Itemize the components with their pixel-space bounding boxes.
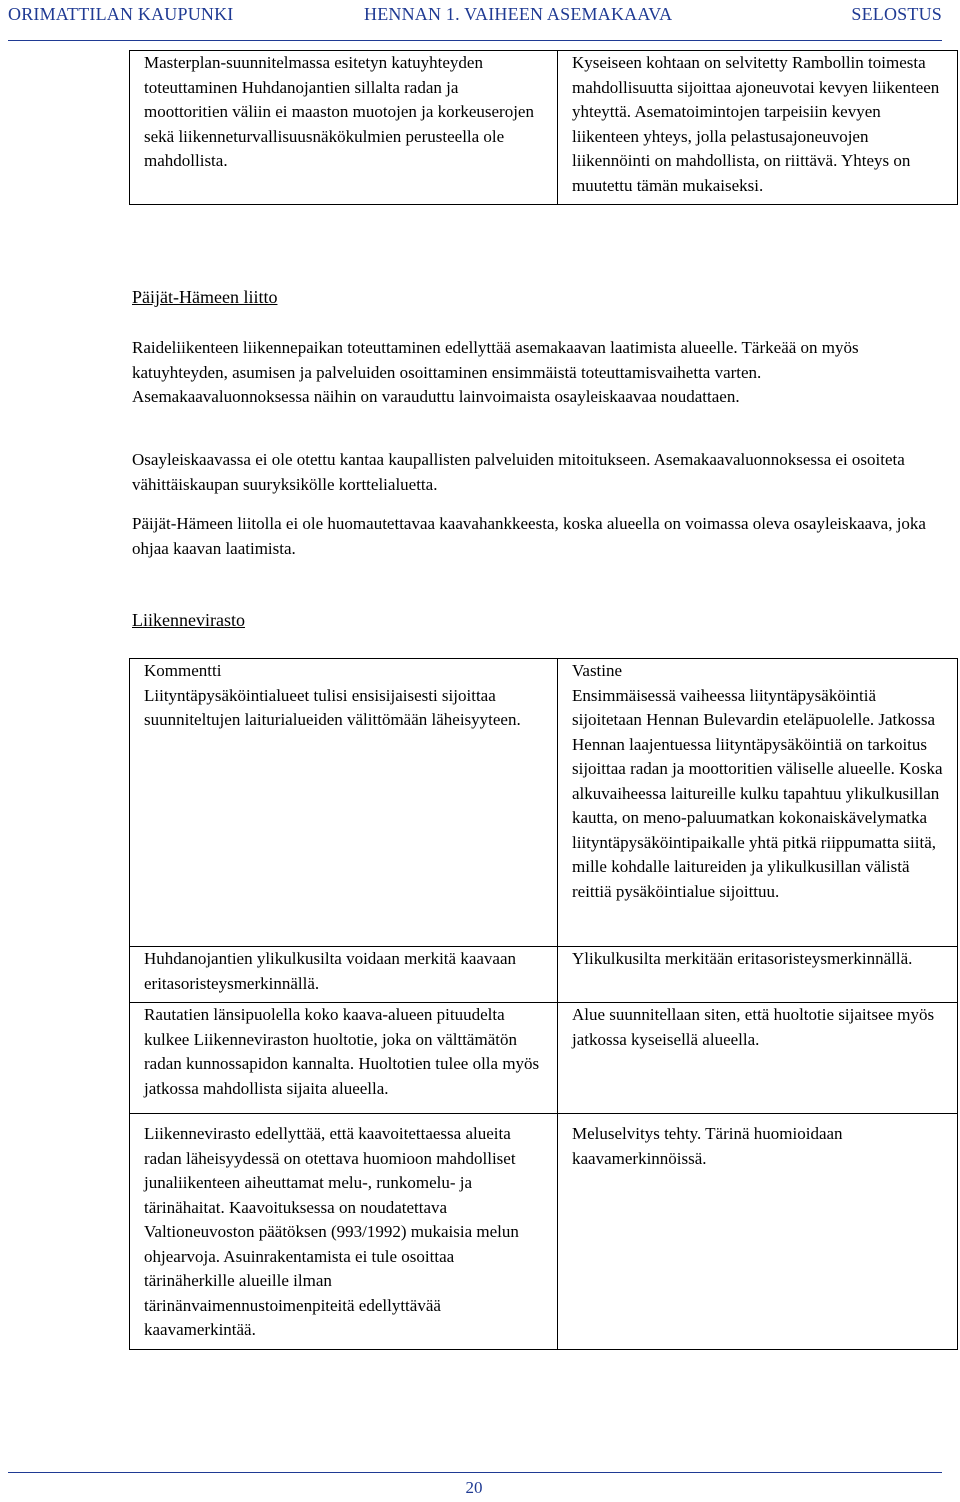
comment-cell: Rautatien länsipuolella koko kaava-alueen pituudelta kulkee Liikenneviraston huoltotie, joka on välttämätön radan kunnossapidon kannalta. Huoltotien tulee olla myös jatkossa mahdollista sijaita alueella.	[130, 1003, 558, 1114]
page-header	[8, 0, 942, 41]
page-number: 20	[465, 1478, 483, 1497]
section-title-liikennevirasto: Liikennevirasto	[132, 610, 245, 630]
comment-cell: Masterplan-suunnitelmassa esitetyn katuyhteyden toteuttaminen Huhdanojantien sillalta radan ja moottoritien väliin ei maaston muotojen ja korkeuserojen sekä liikenneturvallisuusnäkökulmien perusteella ole mahdollista.	[130, 51, 558, 205]
response-cell	[558, 659, 958, 947]
section-title-paijat-hame: Päijät-Hämeen liitto	[132, 287, 278, 307]
response-cell: Kyseiseen kohtaan on selvitetty Rambollin toimesta mahdollisuutta sijoittaa ajoneuvotai kevyen liikenteen yhteyttä. Asematoimintojen tarpeisiin kevyen liikenteen yhteys, jolla pelastusajoneuvojen liikennöinti on mahdollista, on riittävä. Yhteys on muutettu tämän mukaiseksi.	[558, 51, 958, 205]
paragraph: Päijät-Hämeen liitolla ei ole huomautettavaa kaavahankkeesta, koska alueella on voimassa oleva osayleiskaava, joka ohjaa kaavan laatimista.	[132, 514, 926, 558]
response-text: Ensimmäisessä vaiheessa liityntäpysäköintiä sijoitetaan Hennan Bulevardin eteläpuolelle. Jatkossa Hennan laajentuessa liityntäpysäköintiä on tarkoitus sijoittaa radan ja moottoritien väliselle alueelle. Koska alkuvaiheessa laitureille kulku tapahtuu ylikulkusillan kautta, on meno-paluumatkan kokonaiskävelymatka liityntäpysäköintipaikalle yhtä pitkä riippumatta siitä, mille kohdalle laitureiden ja ylikulkusillan välistä reittiä pysäköintialue sijoittuu.	[572, 685, 943, 901]
table-row	[130, 1114, 958, 1350]
response-cell: Ylikulkusilta merkitään eritasoristeysmerkinnällä.	[558, 947, 958, 1003]
table-row	[130, 51, 958, 205]
response-cell: Alue suunnitellaan siten, että huoltotie sijaitsee myös jatkossa kyseisellä alueella.	[558, 1003, 958, 1114]
comment-table-top	[129, 50, 958, 205]
comment-text: Liityntäpysäköintialueet tulisi ensisijaisesti sijoittaa suunniteltujen laiturialueiden välittömään läheisyyteen.	[144, 685, 521, 729]
comment-cell: Liikennevirasto edellyttää, että kaavoitettaessa alueita radan läheisyydessä on otettava huomioon mahdolliset junaliikenteen aiheuttamat melu-, runkomelu- ja tärinähaitat. Kaavoituksessa on noudatettava Valtioneuvoston päätöksen (993/1992) mukaisia melun ohjearvoja. Asuinrakentamista ei tule osoittaa tärinäherkille alueille ilman tärinänvaimennustoimenpiteitä edellyttävää kaavamerkintää.	[130, 1114, 558, 1350]
table-row	[130, 947, 958, 1003]
table-row	[130, 659, 958, 947]
header-plan-title: HENNAN 1. VAIHEEN ASEMAKAAVA	[364, 4, 673, 24]
header-document-type: SELOSTUS	[851, 4, 942, 24]
footer-divider	[8, 1472, 942, 1473]
comment-cell	[130, 659, 558, 947]
comment-cell: Huhdanojantien ylikulkusilta voidaan merkitä kaavaan eritasoristeysmerkinnällä.	[130, 947, 558, 1003]
paragraph: Raideliikenteen liikennepaikan toteuttaminen edellyttää asemakaavan laatimista alueelle. Tärkeää on myös katuyhteyden, asumisen ja palveluiden osoittaminen ensimmäistä toteuttamisvaihetta varten. Asemakaavaluonnoksessa näihin on varauduttu lainvoimaista osayleiskaavaa noudattaen.	[132, 338, 859, 406]
column-header-comment: Kommentti	[144, 661, 222, 680]
column-header-response: Vastine	[572, 661, 623, 680]
header-municipality: ORIMATTILAN KAUPUNKI	[8, 4, 234, 24]
paragraph: Osayleiskaavassa ei ole otettu kantaa kaupallisten palveluiden mitoitukseen. Asemakaavaluonnoksessa ei osoiteta vähittäiskaupan suuryksikölle korttelialuetta.	[132, 450, 905, 494]
table-row	[130, 1003, 958, 1114]
response-cell: Meluselvitys tehty. Tärinä huomioidaan kaavamerkinnöissä.	[558, 1114, 958, 1350]
comment-table-liikennevirasto	[129, 658, 958, 1350]
